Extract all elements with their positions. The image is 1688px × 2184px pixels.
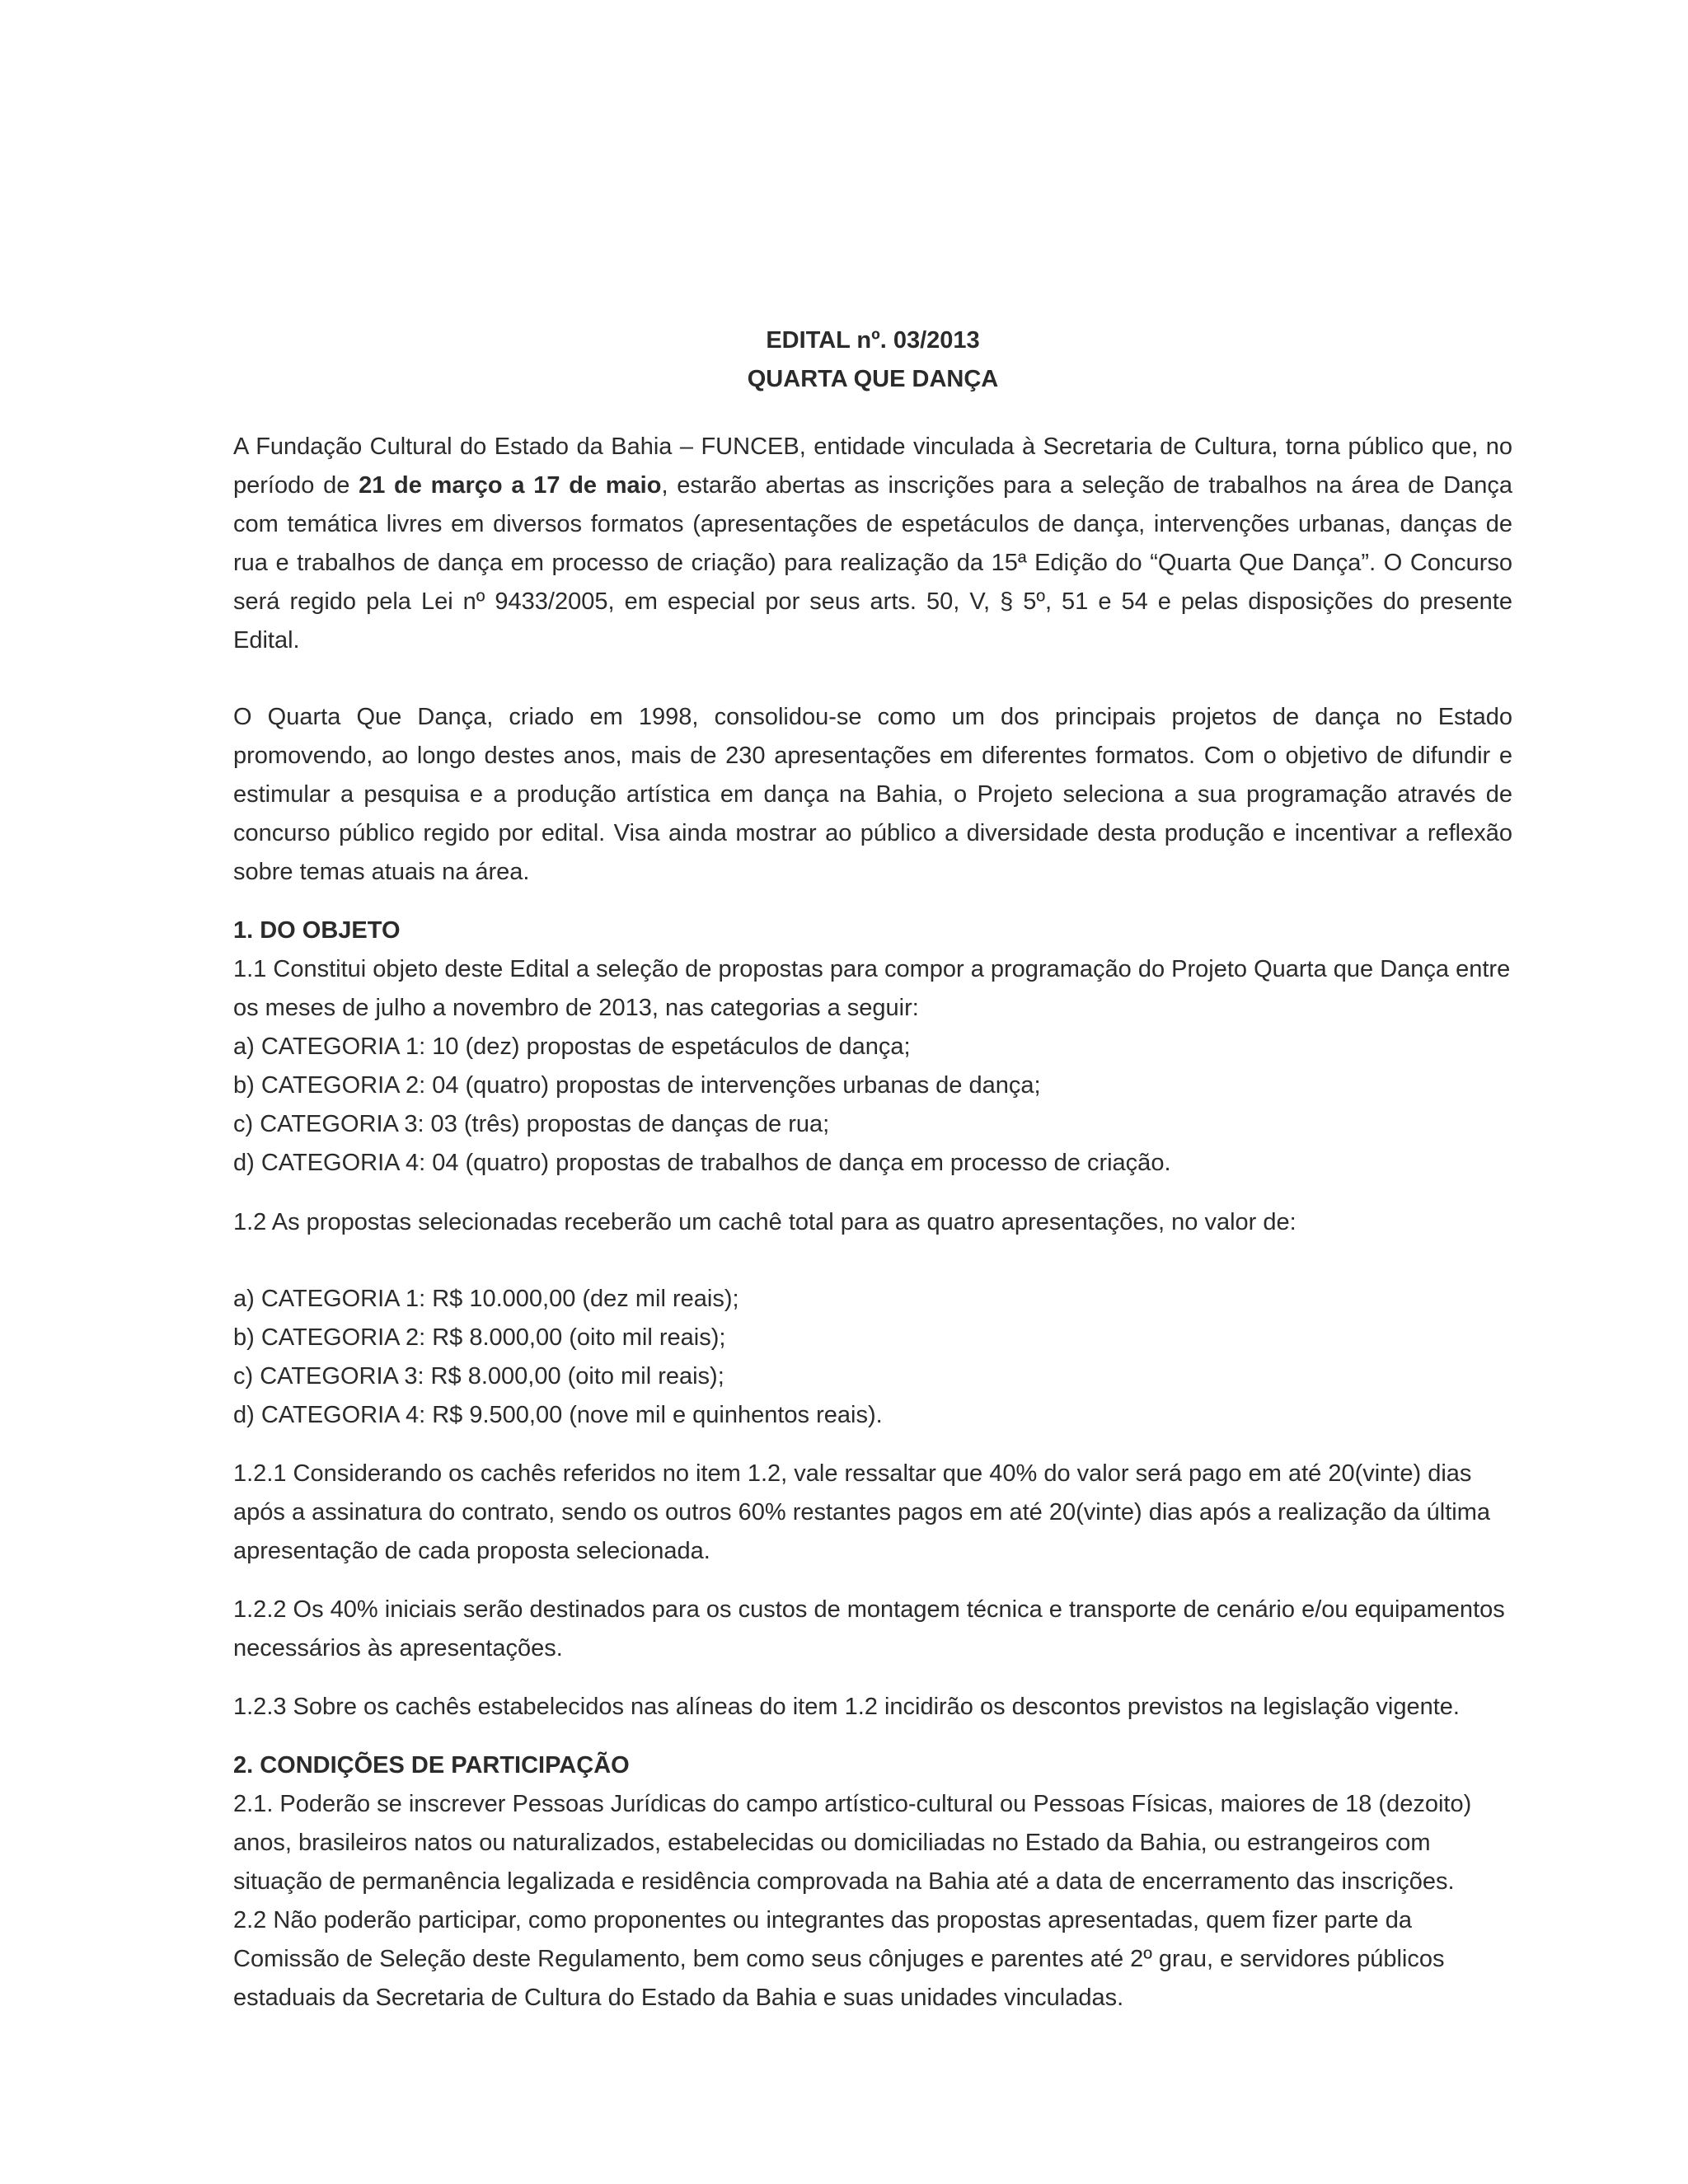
intro-period-bold: 21 de março a 17 de maio: [359, 472, 662, 499]
item-2-1: 2.1. Poderão se inscrever Pessoas Jurídicas do campo artístico-cultural ou Pessoas Físicas, maiores de 18 (dezoito) anos, brasileiros natos ou naturalizados, estabelecidas ou domiciliadas no Estado da Bahia, ou estrangeiros com situação de permanência legalizada e residência comprovada na Bahia até a data de encerramento das inscrições.: [233, 1791, 1472, 1895]
value-item: a) CATEGORIA 1: R$ 10.000,00 (dez mil reais);: [233, 1286, 739, 1312]
document-page: [233, 321, 1512, 2018]
category-item: a) CATEGORIA 1: 10 (dez) propostas de espetáculos de dança;: [233, 1033, 911, 1060]
edital-subtitle: QUARTA QUE DANÇA: [747, 366, 999, 392]
value-item: b) CATEGORIA 2: R$ 8.000,00 (oito mil reais);: [233, 1324, 726, 1351]
value-item: c) CATEGORIA 3: R$ 8.000,00 (oito mil reais);: [233, 1363, 724, 1390]
item-1-2-1: 1.2.1 Considerando os cachês referidos no item 1.2, vale ressaltar que 40% do valor será pago em até 20(vinte) dias após a assinatura do contrato, sendo os outros 60% restantes pagos em até 20(vinte) dias após a realização da última apresentação de cada proposta selecionada.: [233, 1460, 1491, 1564]
category-item: c) CATEGORIA 3: 03 (três) propostas de danças de rua;: [233, 1111, 830, 1137]
category-item: d) CATEGORIA 4: 04 (quatro) propostas de trabalhos de dança em processo de criação.: [233, 1150, 1171, 1176]
edital-title: EDITAL nº. 03/2013: [766, 327, 980, 354]
value-item: d) CATEGORIA 4: R$ 9.500,00 (nove mil e quinhentos reais).: [233, 1402, 883, 1428]
section-2-heading: 2. CONDIÇÕES DE PARTICIPAÇÃO: [233, 1752, 630, 1779]
category-item: b) CATEGORIA 2: 04 (quatro) propostas de intervenções urbanas de dança;: [233, 1072, 1041, 1099]
item-2-2: 2.2 Não poderão participar, como proponentes ou integrantes das propostas apresentadas, quem fizer parte da Comissão de Seleção deste Regulamento, bem como seus cônjuges e parentes até 2º grau, e servidores públicos estaduais da Secretaria de Cultura do Estado da Bahia e suas unidades vinculadas.: [233, 1907, 1445, 2011]
title-block: [233, 321, 1512, 399]
intro-paragraph: [233, 428, 1512, 660]
intro-text-end: , estarão abertas as inscrições para a seleção de trabalhos na área de Dança com temática livres em diversos formatos (apresentações de espetáculos de dança, intervenções urbanas, danças de rua e trabalhos de dança em processo de criação) para realização da 15ª Edição do “Quarta Que Dança”. O Concurso será regido pela Lei nº 9433/2005, em especial por seus arts. 50, V, § 5º, 51 e 54 e pelas disposições do presente Edital.: [233, 472, 1512, 654]
item-1-2: 1.2 As propostas selecionadas receberão um cachê total para as quatro apresentações, no valor de:: [233, 1209, 1296, 1235]
section-1-heading: 1. DO OBJETO: [233, 917, 401, 944]
about-paragraph: O Quarta Que Dança, criado em 1998, consolidou-se como um dos principais projetos de dança no Estado promovendo, ao longo destes anos, mais de 230 apresentações em diferentes formatos. Com o objetivo de difundir e estimular a pesquisa e a produção artística em dança na Bahia, o Projeto seleciona a sua programação através de concurso público regido por edital. Visa ainda mostrar ao público a diversidade desta produção e incentivar a reflexão sobre temas atuais na área.: [233, 704, 1512, 885]
intro-text-start: A Fundação Cultural do Estado da Bahia – FUNCEB, entidade vinculada à Secretaria de Cultura, torna público que, no período de: [233, 434, 1512, 499]
item-1-2-3: 1.2.3 Sobre os cachês estabelecidos nas alíneas do item 1.2 incidirão os descontos previstos na legislação vigente.: [233, 1694, 1460, 1720]
item-1-2-2: 1.2.2 Os 40% iniciais serão destinados para os custos de montagem técnica e transporte de cenário e/ou equipamentos necessários às apresentações.: [233, 1596, 1505, 1661]
item-1-1: 1.1 Constitui objeto deste Edital a seleção de propostas para compor a programação do Projeto Quarta que Dança entre os meses de julho a novembro de 2013, nas categorias a seguir:: [233, 956, 1511, 1021]
